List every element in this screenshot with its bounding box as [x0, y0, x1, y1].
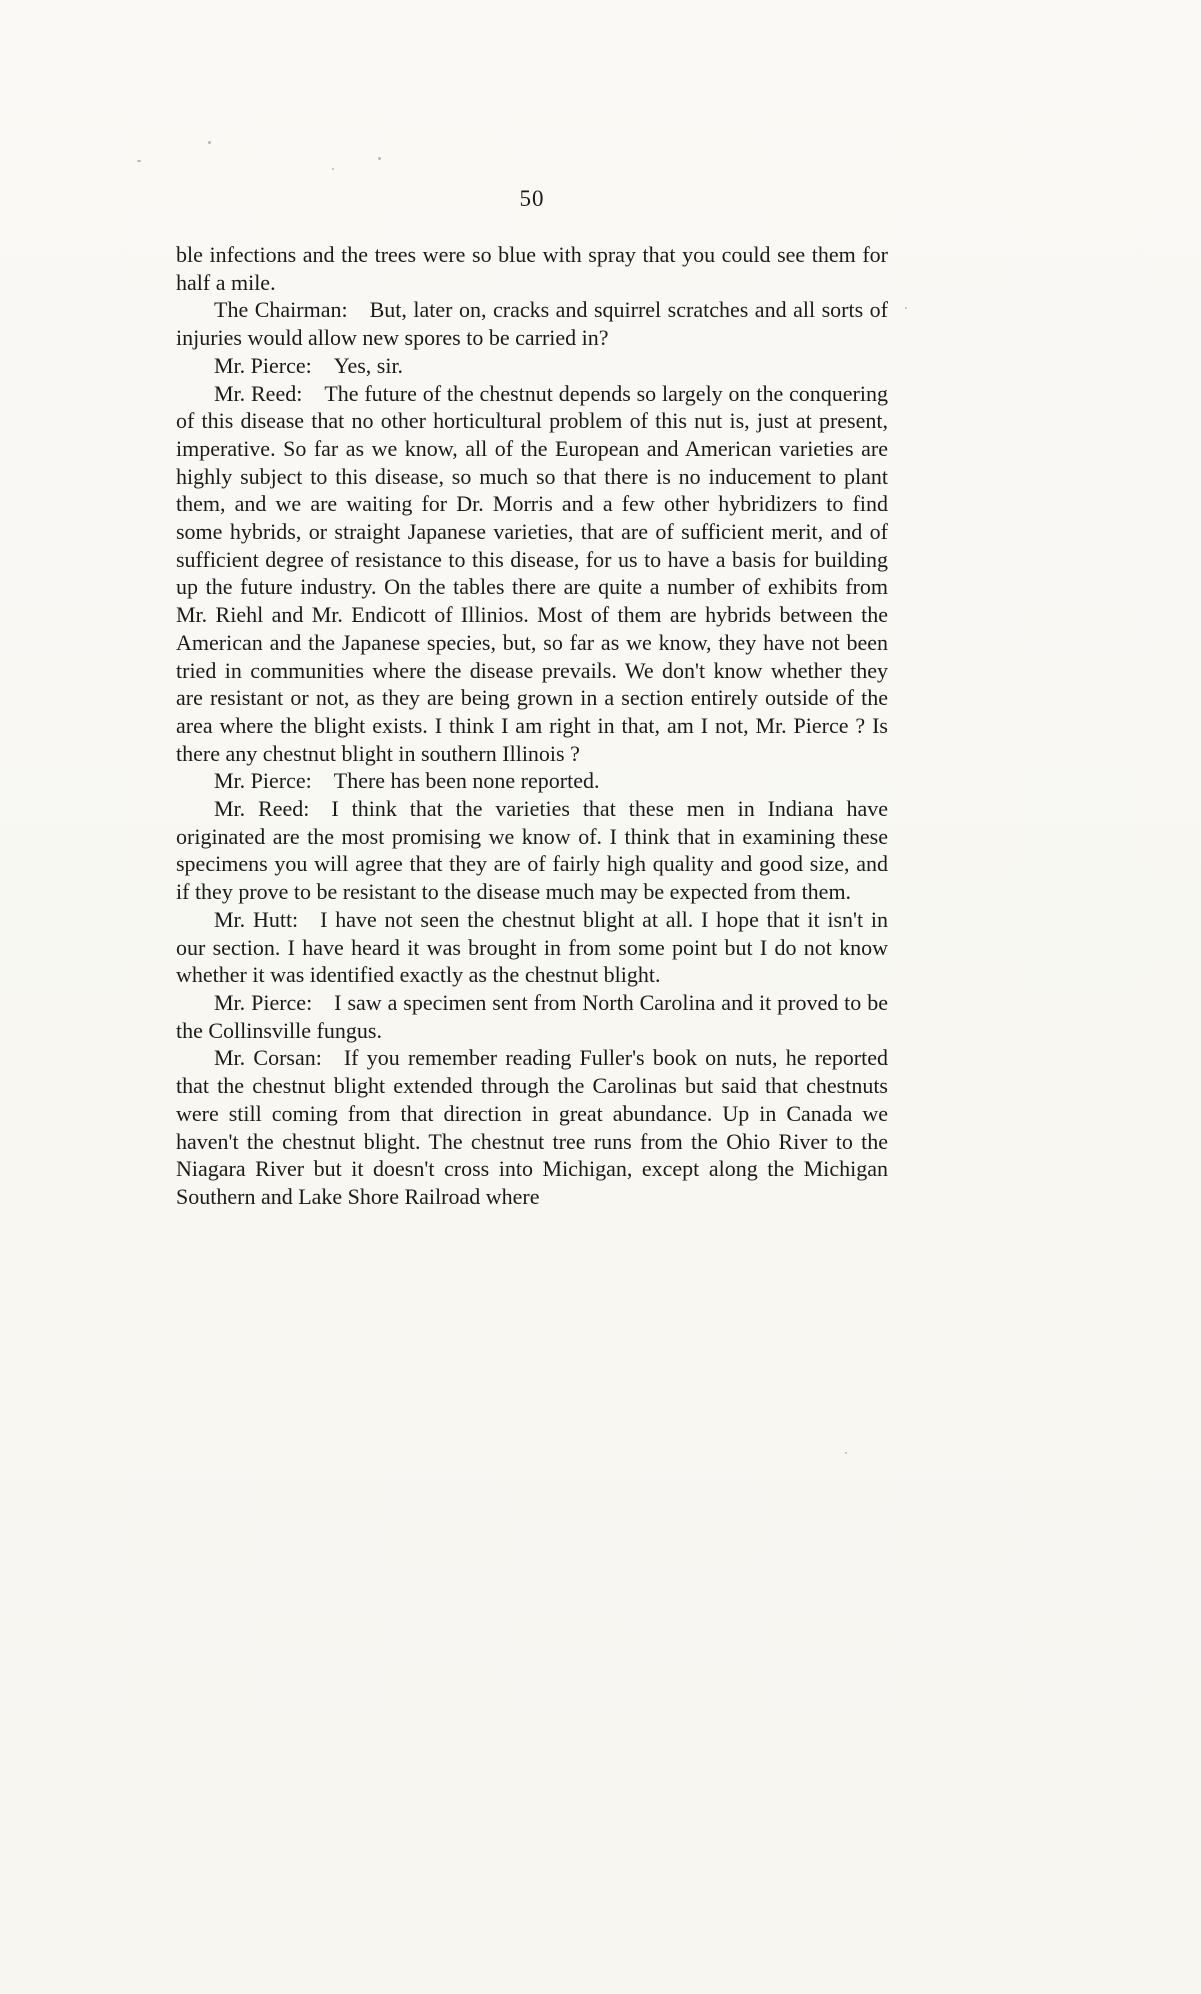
body-text	[176, 241, 888, 1211]
paragraph: Mr. Pierce: There has been none reported.	[214, 768, 600, 794]
paragraph: Mr. Reed: The future of the chestnut depends so largely on the conquering of this disease that no other horticultural problem of this nut is, just at present, imperative. So far as we know, all of the European and American varieties are highly subject to this disease, so much so that there is no inducement to plant them, and we are waiting for Dr. Morris and a few other hybridizers to find some hybrids, or straight Japanese varieties, that are of sufficient merit, and of sufficient degree of resistance to this disease, for us to have a basis for building up the future industry. On the tables there are quite a number of exhibits from Mr. Riehl and Mr. Endicott of Illinios. Most of them are hybrids between the American and the Japanese species, but, so far as we know, they have not been tried in communities where the disease prevails. We don't know whether they are resistant or not, as they are being grown in a section entirely outside of the area where the blight exists. I think I am right in that, am I not, Mr. Pierce ? Is there any chestnut blight in southern Illinois ?	[176, 380, 888, 766]
text-column	[176, 186, 888, 1211]
scan-speck	[332, 168, 334, 170]
paragraph: The Chairman: But, later on, cracks and squirrel scratches and all sorts of injuries would allow new spores to be carried in?	[176, 297, 888, 351]
paragraph: Mr. Pierce: I saw a specimen sent from North Carolina and it proved to be the Collinsville fungus.	[176, 989, 888, 1043]
scan-speck	[378, 157, 381, 160]
page-number: 50	[519, 186, 545, 211]
paragraph: Mr. Pierce: Yes, sir.	[214, 352, 404, 378]
paragraph: Mr. Corsan: If you remember reading Fuller's book on nuts, he reported that the chestnut blight extended through the Carolinas but said that chestnuts were still coming from that direction in great abundance. Up in Canada we haven't the chestnut blight. The chestnut tree runs from the Ohio River to the Niagara River but it doesn't cross into Michigan, except along the Michigan Southern and Lake Shore Railroad where	[176, 1045, 888, 1209]
scan-speck	[905, 307, 907, 309]
scan-speck	[137, 160, 141, 162]
scan-speck	[208, 141, 211, 144]
scan-speck	[845, 1452, 847, 1454]
paragraph: Mr. Reed: I think that the varieties that these men in Indiana have originated are the most promising we know of. I think that in examining these specimens you will agree that they are of fairly high quality and good size, and if they prove to be resistant to the disease much may be expected from them.	[176, 796, 888, 905]
paragraph: Mr. Hutt: I have not seen the chestnut blight at all. I hope that it isn't in our section. I have heard it was brought in from some point but I do not know whether it was identified exactly as the chestnut blight.	[176, 906, 888, 988]
paragraph: ble infections and the trees were so blue with spray that you could see them for half a mile.	[176, 242, 888, 295]
